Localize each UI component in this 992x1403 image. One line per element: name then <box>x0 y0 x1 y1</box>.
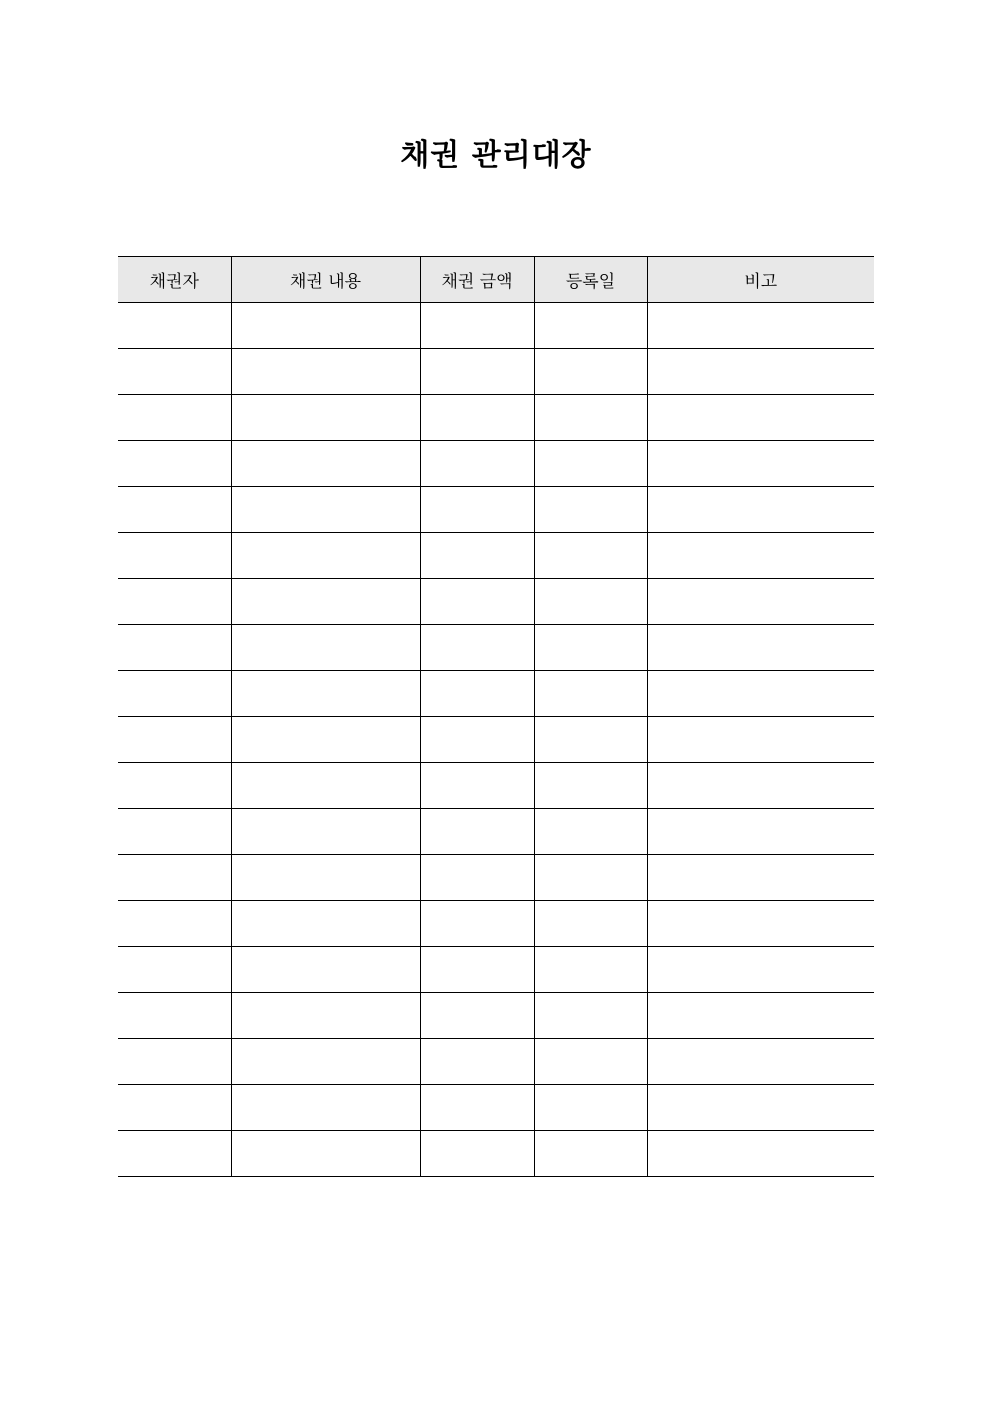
bond-details-cell[interactable] <box>231 579 420 625</box>
creditor-cell[interactable] <box>118 993 231 1039</box>
table-row <box>118 809 874 855</box>
remarks-cell[interactable] <box>647 671 874 717</box>
table-row <box>118 763 874 809</box>
registration-date-cell[interactable] <box>534 901 647 947</box>
remarks-cell[interactable] <box>647 855 874 901</box>
creditor-cell[interactable] <box>118 1039 231 1085</box>
table-row <box>118 625 874 671</box>
table-row <box>118 993 874 1039</box>
remarks-cell[interactable] <box>647 579 874 625</box>
table-row <box>118 533 874 579</box>
column-header-bond-details: 채권 내용 <box>231 257 420 303</box>
registration-date-cell[interactable] <box>534 947 647 993</box>
bond-details-cell[interactable] <box>231 349 420 395</box>
bond-amount-cell[interactable] <box>420 303 534 349</box>
registration-date-cell[interactable] <box>534 1131 647 1177</box>
ledger-body <box>118 303 874 1177</box>
table-row <box>118 1039 874 1085</box>
creditor-cell[interactable] <box>118 717 231 763</box>
table-row <box>118 303 874 349</box>
bond-amount-cell[interactable] <box>420 349 534 395</box>
column-header-creditor: 채권자 <box>118 257 231 303</box>
creditor-cell[interactable] <box>118 579 231 625</box>
remarks-cell[interactable] <box>647 717 874 763</box>
creditor-cell[interactable] <box>118 855 231 901</box>
bond-details-cell[interactable] <box>231 717 420 763</box>
bond-details-cell[interactable] <box>231 1131 420 1177</box>
table-row <box>118 901 874 947</box>
column-header-bond-amount: 채권 금액 <box>420 257 534 303</box>
creditor-cell[interactable] <box>118 441 231 487</box>
table-row <box>118 1131 874 1177</box>
remarks-cell[interactable] <box>647 303 874 349</box>
bond-details-cell[interactable] <box>231 993 420 1039</box>
bond-details-cell[interactable] <box>231 625 420 671</box>
bond-details-cell[interactable] <box>231 303 420 349</box>
table-row <box>118 487 874 533</box>
registration-date-cell[interactable] <box>534 533 647 579</box>
registration-date-cell[interactable] <box>534 303 647 349</box>
bond-amount-cell[interactable] <box>420 1131 534 1177</box>
bond-amount-cell[interactable] <box>420 947 534 993</box>
registration-date-cell[interactable] <box>534 1039 647 1085</box>
remarks-cell[interactable] <box>647 349 874 395</box>
creditor-cell[interactable] <box>118 303 231 349</box>
creditor-cell[interactable] <box>118 533 231 579</box>
column-header-registration-date: 등록일 <box>534 257 647 303</box>
bond-amount-cell[interactable] <box>420 533 534 579</box>
registration-date-cell[interactable] <box>534 625 647 671</box>
table-row <box>118 855 874 901</box>
creditor-cell[interactable] <box>118 349 231 395</box>
creditor-cell[interactable] <box>118 947 231 993</box>
remarks-cell[interactable] <box>647 1085 874 1131</box>
creditor-cell[interactable] <box>118 487 231 533</box>
bond-details-cell[interactable] <box>231 901 420 947</box>
bond-amount-cell[interactable] <box>420 763 534 809</box>
bond-details-cell[interactable] <box>231 1039 420 1085</box>
bond-details-cell[interactable] <box>231 855 420 901</box>
registration-date-cell[interactable] <box>534 671 647 717</box>
bond-amount-cell[interactable] <box>420 579 534 625</box>
registration-date-cell[interactable] <box>534 1085 647 1131</box>
table-row <box>118 671 874 717</box>
registration-date-cell[interactable] <box>534 349 647 395</box>
bond-details-cell[interactable] <box>231 441 420 487</box>
creditor-cell[interactable] <box>118 763 231 809</box>
creditor-cell[interactable] <box>118 809 231 855</box>
creditor-cell[interactable] <box>118 1131 231 1177</box>
table-row <box>118 349 874 395</box>
bond-details-cell[interactable] <box>231 533 420 579</box>
table-row <box>118 947 874 993</box>
remarks-cell[interactable] <box>647 441 874 487</box>
table-row <box>118 579 874 625</box>
registration-date-cell[interactable] <box>534 395 647 441</box>
creditor-cell[interactable] <box>118 625 231 671</box>
creditor-cell[interactable] <box>118 901 231 947</box>
remarks-cell[interactable] <box>647 901 874 947</box>
bond-details-cell[interactable] <box>231 487 420 533</box>
registration-date-cell[interactable] <box>534 487 647 533</box>
remarks-cell[interactable] <box>647 625 874 671</box>
bond-amount-cell[interactable] <box>420 717 534 763</box>
remarks-cell[interactable] <box>647 993 874 1039</box>
remarks-cell[interactable] <box>647 1039 874 1085</box>
remarks-cell[interactable] <box>647 809 874 855</box>
column-header-remarks: 비고 <box>647 257 874 303</box>
bond-details-cell[interactable] <box>231 763 420 809</box>
registration-date-cell[interactable] <box>534 579 647 625</box>
registration-date-cell[interactable] <box>534 855 647 901</box>
remarks-cell[interactable] <box>647 395 874 441</box>
document-title: 채권 관리대장 <box>400 138 592 173</box>
creditor-cell[interactable] <box>118 671 231 717</box>
bond-details-cell[interactable] <box>231 1085 420 1131</box>
remarks-cell[interactable] <box>647 533 874 579</box>
table-row <box>118 1085 874 1131</box>
creditor-cell[interactable] <box>118 395 231 441</box>
bond-amount-cell[interactable] <box>420 855 534 901</box>
table-row <box>118 395 874 441</box>
remarks-cell[interactable] <box>647 1131 874 1177</box>
registration-date-cell[interactable] <box>534 763 647 809</box>
bond-amount-cell[interactable] <box>420 487 534 533</box>
bond-details-cell[interactable] <box>231 947 420 993</box>
bond-ledger-table <box>118 256 874 1177</box>
bond-details-cell[interactable] <box>231 671 420 717</box>
bond-amount-cell[interactable] <box>420 441 534 487</box>
registration-date-cell[interactable] <box>534 717 647 763</box>
header-row <box>118 257 874 303</box>
bond-details-cell[interactable] <box>231 809 420 855</box>
bond-amount-cell[interactable] <box>420 395 534 441</box>
creditor-cell[interactable] <box>118 1085 231 1131</box>
registration-date-cell[interactable] <box>534 809 647 855</box>
bond-amount-cell[interactable] <box>420 1085 534 1131</box>
bond-amount-cell[interactable] <box>420 993 534 1039</box>
bond-amount-cell[interactable] <box>420 1039 534 1085</box>
remarks-cell[interactable] <box>647 763 874 809</box>
bond-amount-cell[interactable] <box>420 809 534 855</box>
bond-amount-cell[interactable] <box>420 901 534 947</box>
registration-date-cell[interactable] <box>534 441 647 487</box>
bond-amount-cell[interactable] <box>420 671 534 717</box>
bond-amount-cell[interactable] <box>420 625 534 671</box>
bond-details-cell[interactable] <box>231 395 420 441</box>
table-row <box>118 717 874 763</box>
table-row <box>118 441 874 487</box>
remarks-cell[interactable] <box>647 947 874 993</box>
remarks-cell[interactable] <box>647 487 874 533</box>
registration-date-cell[interactable] <box>534 993 647 1039</box>
